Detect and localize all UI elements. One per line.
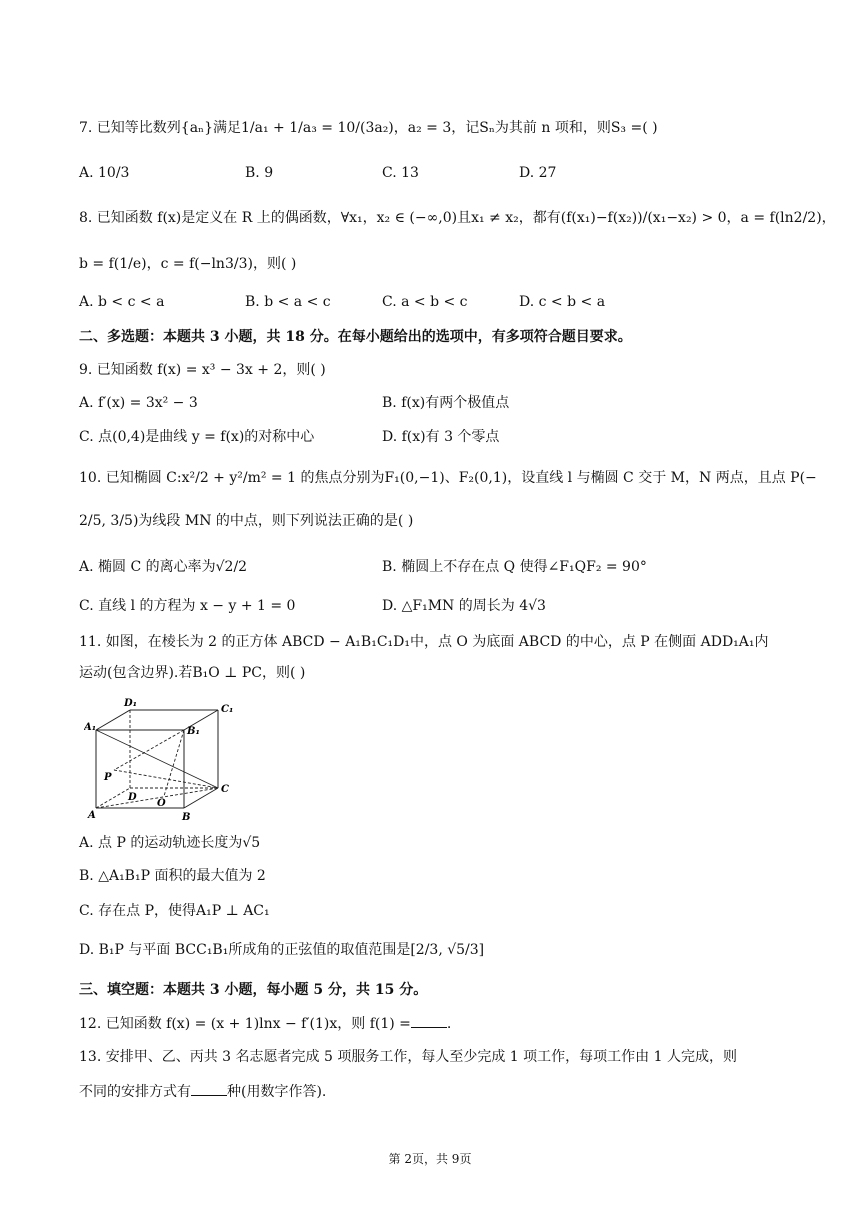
q10-option-b: B. 椭圆上不存在点 Q 使得∠F₁QF₂ = 90° bbox=[382, 559, 647, 575]
figure-label-d: D bbox=[128, 792, 137, 803]
q11-stem-line1: 11. 如图，在棱长为 2 的正方体 ABCD − A₁B₁C₁D₁中，点 O 为底面 ABCD 的中心，点 P 在侧面 ADD₁A₁内 bbox=[79, 634, 769, 650]
cube-figure bbox=[84, 696, 244, 826]
q12-line bbox=[79, 1013, 451, 1034]
q11-option-a: A. 点 P 的运动轨迹长度为√5 bbox=[79, 835, 261, 851]
q13-stem-prefix: 不同的安排方式有 bbox=[79, 1084, 191, 1100]
q8-option-a: A. b < c < a bbox=[79, 294, 165, 310]
section-3-heading: 三、填空题：本题共 3 小题，每小题 5 分，共 15 分。 bbox=[79, 982, 428, 998]
q13-stem-suffix: 种(用数字作答). bbox=[227, 1084, 327, 1100]
q9-option-d: D. f(x)有 3 个零点 bbox=[382, 429, 500, 445]
figure-label-p: P bbox=[104, 772, 112, 783]
figure-label-d1: D₁ bbox=[124, 698, 138, 709]
q11-option-c: C. 存在点 P，使得A₁P ⊥ AC₁ bbox=[79, 903, 270, 919]
q10-option-c: C. 直线 l 的方程为 x − y + 1 = 0 bbox=[79, 598, 296, 614]
q8-option-b: B. b < a < c bbox=[245, 294, 331, 310]
figure-label-a: A bbox=[88, 810, 96, 821]
q8-stem-line1: 8. 已知函数 f(x)是定义在 R 上的偶函数，∀x₁，x₂ ∈ (−∞,0)且x₁ ≠ x₂，都有(f(x₁)−f(x₂))/(x₁−x₂) > 0，a = f(ln2/2)， bbox=[79, 210, 836, 226]
q10-option-d: D. △F₁MN 的周长为 4√3 bbox=[382, 598, 546, 614]
q12-tail: . bbox=[446, 1016, 452, 1032]
q11-option-d: D. B₁P 与平面 BCC₁B₁所成角的正弦值的取值范围是[2/3, √5/3] bbox=[79, 942, 485, 958]
q7-option-d: D. 27 bbox=[519, 165, 557, 181]
q8-option-d: D. c < b < a bbox=[519, 294, 606, 310]
q8-option-c: C. a < b < c bbox=[382, 294, 468, 310]
q10-option-a: A. 椭圆 C 的离心率为√2/2 bbox=[79, 559, 248, 575]
section-2-heading: 二、多选题：本题共 3 小题，共 18 分。在每小题给出的选项中，有多项符合题目要求。 bbox=[79, 329, 632, 345]
page-footer: 第 2页，共 9页 bbox=[388, 1152, 472, 1166]
figure-label-a1: A₁ bbox=[84, 722, 97, 733]
q13-answer-blank[interactable] bbox=[191, 1081, 227, 1096]
q7-option-a: A. 10/3 bbox=[79, 165, 130, 181]
q13-stem-line2 bbox=[79, 1081, 326, 1102]
q11-option-b: B. △A₁B₁P 面积的最大值为 2 bbox=[79, 868, 266, 884]
figure-label-c: C bbox=[221, 784, 229, 795]
figure-label-o: O bbox=[157, 798, 166, 809]
q12-stem: 12. 已知函数 f(x) = (x + 1)lnx − f′(1)x，则 f(1) = bbox=[79, 1016, 411, 1032]
q13-stem-line1: 13. 安排甲、乙、丙共 3 名志愿者完成 5 项服务工作，每人至少完成 1 项工作，每项工作由 1 人完成，则 bbox=[79, 1049, 737, 1065]
figure-label-c1: C₁ bbox=[221, 704, 234, 715]
q8-stem-line2: b = f(1/e)，c = f(−ln3/3)，则( ) bbox=[79, 256, 297, 272]
q7-option-c: C. 13 bbox=[382, 165, 419, 181]
q9-option-a: A. f′(x) = 3x² − 3 bbox=[79, 395, 198, 411]
figure-label-b1: B₁ bbox=[187, 726, 200, 737]
q12-answer-blank[interactable] bbox=[411, 1013, 447, 1028]
q7-option-b: B. 9 bbox=[245, 165, 274, 181]
q10-stem-line2: 2/5, 3/5)为线段 MN 的中点，则下列说法正确的是( ) bbox=[79, 513, 414, 529]
q11-stem-line2: 运动(包含边界).若B₁O ⊥ PC，则( ) bbox=[79, 665, 306, 681]
q10-stem-line1: 10. 已知椭圆 C:x²/2 + y²/m² = 1 的焦点分别为F₁(0,−1)、F₂(0,1)，设直线 l 与椭圆 C 交于 M，N 两点，且点 P(− bbox=[79, 470, 817, 486]
q7-stem: 7. 已知等比数列{aₙ}满足1/a₁ + 1/a₃ = 10/(3a₂)，a₂ = 3，记Sₙ为其前 n 项和，则S₃ =( ) bbox=[79, 120, 658, 136]
figure-label-b: B bbox=[182, 812, 191, 823]
q9-option-b: B. f(x)有两个极值点 bbox=[382, 395, 510, 411]
q9-option-c: C. 点(0,4)是曲线 y = f(x)的对称中心 bbox=[79, 429, 315, 445]
q9-stem: 9. 已知函数 f(x) = x³ − 3x + 2，则( ) bbox=[79, 362, 326, 378]
